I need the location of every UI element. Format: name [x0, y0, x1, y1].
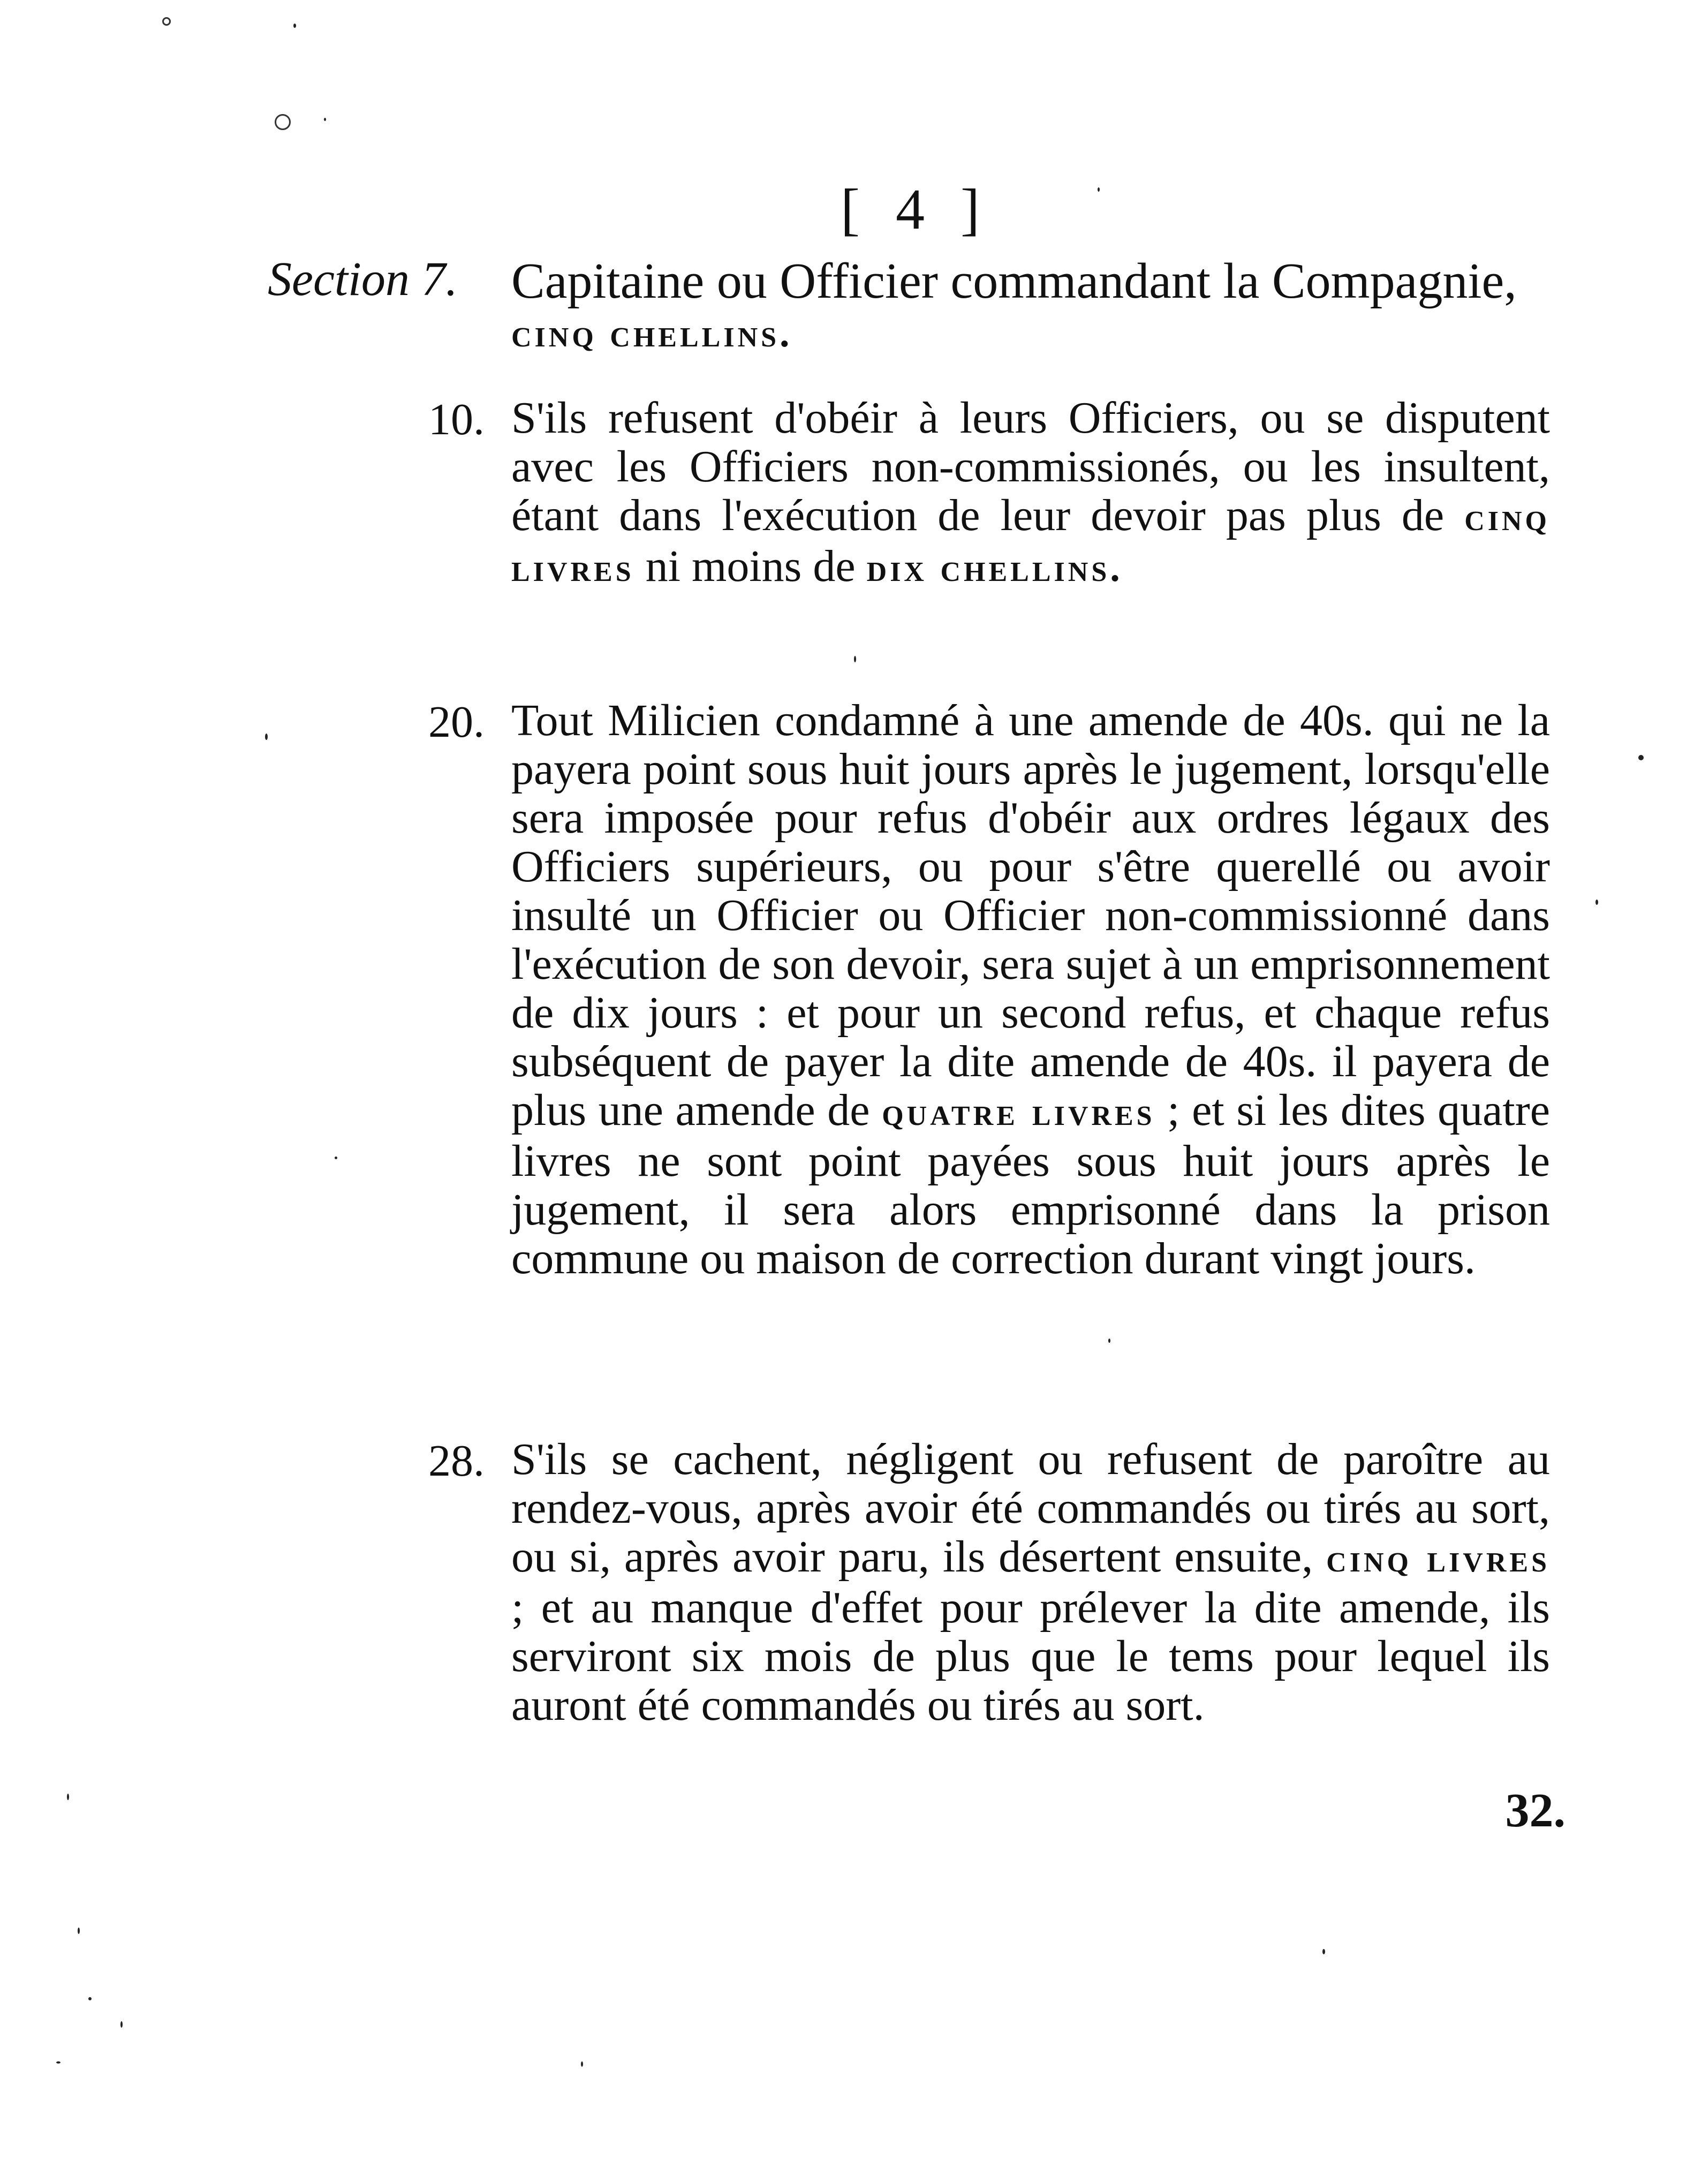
fine-amount: cinq chellins. [511, 312, 793, 356]
paragraph-text: ni moins de [645, 541, 856, 591]
paragraph-text: ; et si les dites quatre livres ne sont point payées sous huit jours après le jugement, il sera alors emprisonné dans la prison commune ou maison de correction durant vingt jours. [511, 1085, 1551, 1283]
scan-speck [275, 114, 291, 130]
scan-speck [120, 2021, 123, 2028]
scan-speck [293, 24, 296, 28]
paragraph-text: S'ils se cachent, négligent ou refusent de paroître au rendez-vous, après avoir été commandés ou tirés au sort, ou si, après avoir paru, ils désertent ensuite, [511, 1434, 1550, 1582]
item-number: 28. [428, 1436, 485, 1486]
scan-speck [854, 656, 856, 662]
paragraph-item-1 [511, 253, 1550, 358]
scan-speck [1108, 1339, 1110, 1343]
paragraph-text: S'ils refusent d'obéir à leurs Officiers, ou se disputent avec les Officiers non-commissionés, ou les insultent, étant dans l'exécution de leur devoir pas plus de [511, 393, 1550, 540]
item-number: 20. [428, 697, 485, 747]
scan-speck [1595, 900, 1598, 905]
scan-speck [335, 1157, 337, 1159]
scan-speck [56, 2061, 61, 2064]
scan-speck [1638, 755, 1644, 760]
scan-speck [324, 118, 326, 121]
paragraph-text: ; et au manque d'effet pour prélever la dite amende, ils serviront six mois de plus que le tems pour lequel ils auront été commandés ou tirés au sort. [511, 1583, 1550, 1730]
scan-speck [1322, 1949, 1325, 1954]
scan-speck [1098, 187, 1100, 192]
paragraph-text: Tout Milicien condamné à une amende de 40s. qui ne la payera point sous huit jours après le jugement, lorsqu'elle sera imposée pour refus d'obéir aux ordres légaux des Officiers supérieurs, ou pour s'être querellé ou avoir insulté un Officier ou Officier non-commissionné dans l'exécution de son devoir, sera sujet à un emprisonnement de dix jours : et pour un second refus, et chaque refus subséquent de payer la dite amende de 40s. il payera de plus une amende de [511, 696, 1550, 1135]
fine-amount: dix chellins. [866, 546, 1123, 590]
scan-speck [67, 1794, 69, 1800]
page-number: [ 4 ] [841, 178, 990, 241]
scan-speck [78, 1928, 80, 1934]
paragraph-item-20 [511, 696, 1550, 1283]
fine-amount: cinq livres [511, 495, 1551, 590]
scan-speck [265, 734, 268, 740]
fine-amount: quatre livres [882, 1090, 1155, 1134]
paragraph-item-28 [511, 1435, 1550, 1729]
fine-amount: cinq livres [1326, 1537, 1551, 1581]
paragraph-item-10 [511, 394, 1550, 593]
paragraph-text: Capitaine ou Officier commandant la Compagnie, [511, 253, 1517, 309]
scan-speck [88, 1997, 92, 2000]
scan-speck [581, 2061, 583, 2067]
catchword: 32. [1505, 1784, 1566, 1837]
scan-speck [162, 17, 171, 26]
section-label: Section 7. [268, 253, 458, 306]
item-number: 10. [428, 395, 485, 444]
